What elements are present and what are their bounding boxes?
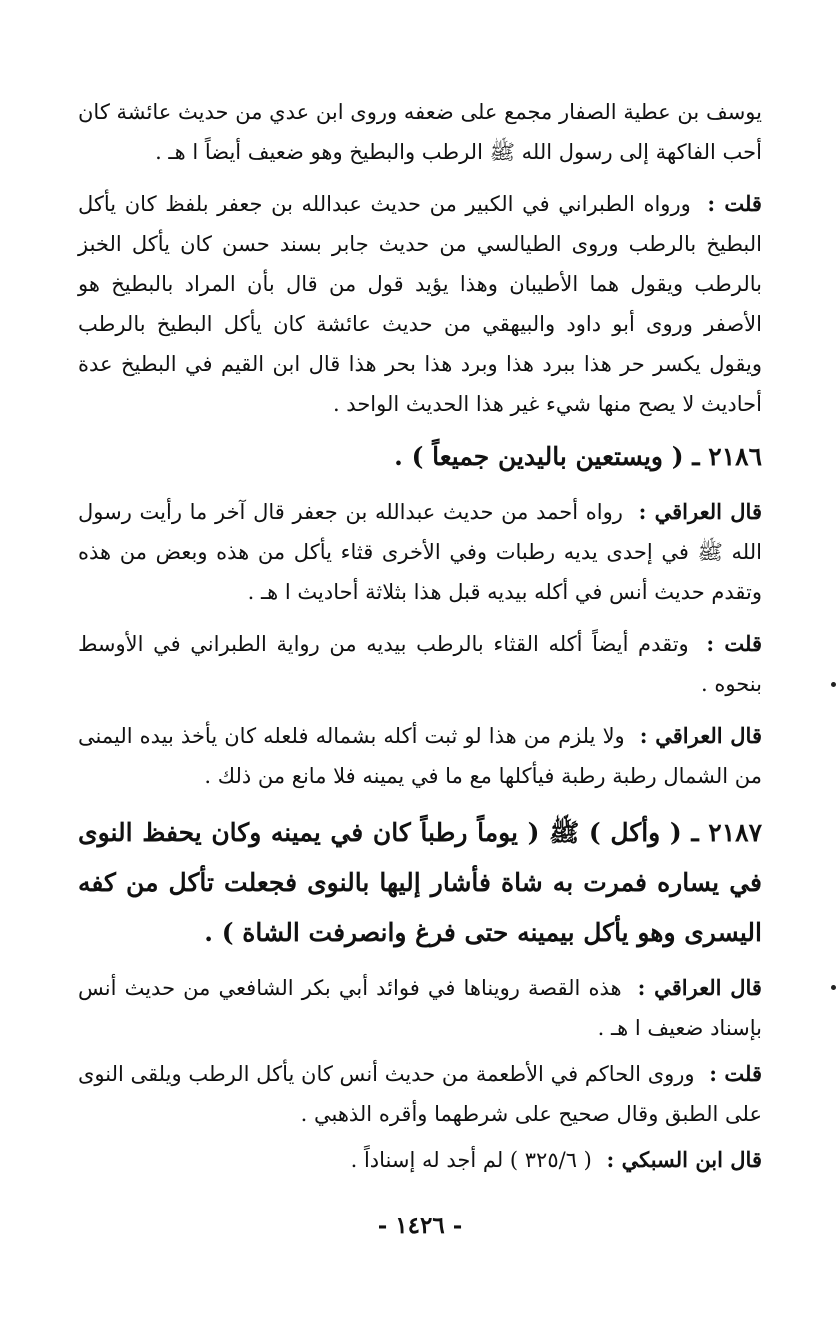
paragraph-7 bbox=[78, 1054, 762, 1134]
paragraph-4-label: قلت : bbox=[706, 631, 762, 656]
paragraph-5-text: ولا يلزم من هذا لو ثبت أكله بشماله فلعله كان يأخذ بيده اليمنى من الشمال رطبة رطبة فيأكلها مع ما في يمينه فلا مانع من ذلك . bbox=[78, 724, 762, 788]
paragraph-5 bbox=[78, 716, 762, 796]
paragraph-2-label: قلت : bbox=[707, 191, 762, 216]
paragraph-3-label: قال العراقي : bbox=[638, 499, 762, 524]
paragraph-2 bbox=[78, 184, 762, 424]
paragraph-5-label: قال العراقي : bbox=[639, 723, 762, 748]
paragraph-3-text: رواه أحمد من حديث عبدالله بن جعفر قال آخر ما رأيت رسول الله ﷺ في إحدى يديه رطبات وفي الأخرى قثاء يأكل من هذه وبعض من هذه وتقدم حديث أنس في أكله بيديه قبل هذا بثلاثة أحاديث ا هـ . bbox=[78, 500, 762, 604]
paragraph-8 bbox=[78, 1140, 762, 1180]
paragraph-2-text: ورواه الطبراني في الكبير من حديث عبدالله بن جعفر بلفظ كان يأكل البطيخ بالرطب وروى الطيالسي من حديث جابر بسند حسن كان يأكل الخبز بالرطب ويقول هما الأطيبان وهذا يؤيد قول من قال بأن المراد بالبطيخ هو الأصفر وروى أبو داود والبيهقي من حديث عائشة كان يأكل البطيخ بالرطب ويقول يكسر حر هذا ببرد هذا وبرد هذا بحر هذا قال ابن القيم في البطيخ عدة أحاديث لا يصح منها شيء غير هذا الحديث الواحد . bbox=[78, 192, 762, 416]
margin-mark bbox=[831, 682, 836, 687]
paragraph-7-text: وروى الحاكم في الأطعمة من حديث أنس كان يأكل الرطب ويلقى النوى على الطبق وقال صحيح على شرطهما وأقره الذهبي . bbox=[78, 1062, 762, 1126]
paragraph-6 bbox=[78, 968, 762, 1048]
paragraph-6-label: قال العراقي : bbox=[637, 975, 762, 1000]
paragraph-6-text: هذه القصة رويناها في فوائد أبي بكر الشافعي من حديث أنس بإسناد ضعيف ا هـ . bbox=[78, 976, 762, 1040]
page-number: - ١٤٢٦ - bbox=[377, 1212, 463, 1239]
paragraph-1-text: يوسف بن عطية الصفار مجمع على ضعفه وروى ابن عدي من حديث عائشة كان أحب الفاكهة إلى رسول الله ﷺ الرطب والبطيخ وهو ضعيف أيضاً ا هـ . bbox=[78, 100, 762, 164]
paragraph-8-text: ( ٣٢٥/٦ ) لم أجد له إسناداً . bbox=[350, 1148, 592, 1172]
paragraph-4-text: وتقدم أيضاً أكله القثاء بالرطب بيديه من رواية الطبراني في الأوسط بنحوه . bbox=[78, 632, 762, 696]
paragraph-8-label: قال ابن السبكي : bbox=[606, 1147, 762, 1172]
paragraph-1 bbox=[78, 92, 762, 172]
hadith-heading-2186: ٢١٨٦ ـ ( ويستعين باليدين جميعاً ) . bbox=[394, 442, 762, 471]
paragraph-7-label: قلت : bbox=[709, 1061, 762, 1086]
hadith-heading-2187: ٢١٨٧ ـ ( وأكل ) ﷺ ( يوماً رطباً كان في يمينه وكان يحفظ النوى في يساره فمرت به شاة فأشار إليها بالنوى فجعلت تأكل من كفه اليسرى وهو يأكل بيمينه حتى فرغ وانصرفت الشاة ) . bbox=[78, 818, 762, 947]
margin-mark bbox=[831, 985, 836, 990]
paragraph-4 bbox=[78, 624, 762, 704]
paragraph-3 bbox=[78, 492, 762, 612]
